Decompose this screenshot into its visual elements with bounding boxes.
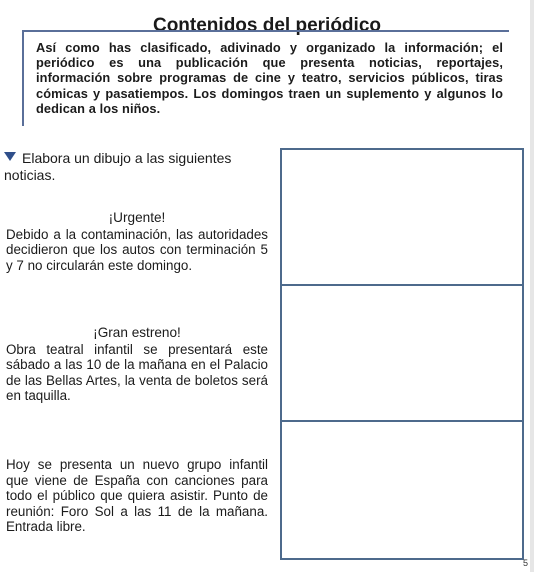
news-item-estreno [6,325,268,404]
news-body: Debido a la contaminación, las autoridades decidieron que los autos con terminación 5 y 7 no circularán este domingo. [6,226,268,273]
instruction [4,150,274,184]
intro-box [22,30,509,126]
news-heading: ¡Urgente! [108,210,166,225]
news-heading: ¡Gran estreno! [93,325,181,340]
drawing-box-3[interactable] [280,420,524,560]
triangle-bullet-icon [4,152,16,161]
drawing-box-1[interactable] [280,148,524,286]
intro-text: Así como has clasificado, adivinado y organizado la información; el periódico es una publicación que presenta noticias, reportajes, información sobre programas de cine y teatro, servicios públicos, tiras cómicas y pasatiempos. Los domingos traen un suplemento y algunos lo dedican a los niños. [36,40,503,116]
page-number: 5 [522,558,528,568]
instruction-text: Elabora un dibujo a las siguientes noticias. [4,150,232,183]
drawing-area [280,148,524,560]
news-body: Obra teatral infantil se presentará este sábado a las 10 de la mañana en el Palacio de las Bellas Artes, la venta de boletos será en taquilla. [6,341,268,404]
page-title: Contenidos del periódico [152,14,381,36]
page-edge [530,0,534,572]
news-item-urgente [6,210,268,273]
news-body: Hoy se presenta un nuevo grupo infantil que viene de España con canciones para todo el público que quiera asistir. Punto de reunión: Foro Sol a las 11 de la mañana. Entrada libre. [6,457,268,535]
news-item-concierto [6,457,268,535]
drawing-box-2[interactable] [280,284,524,422]
